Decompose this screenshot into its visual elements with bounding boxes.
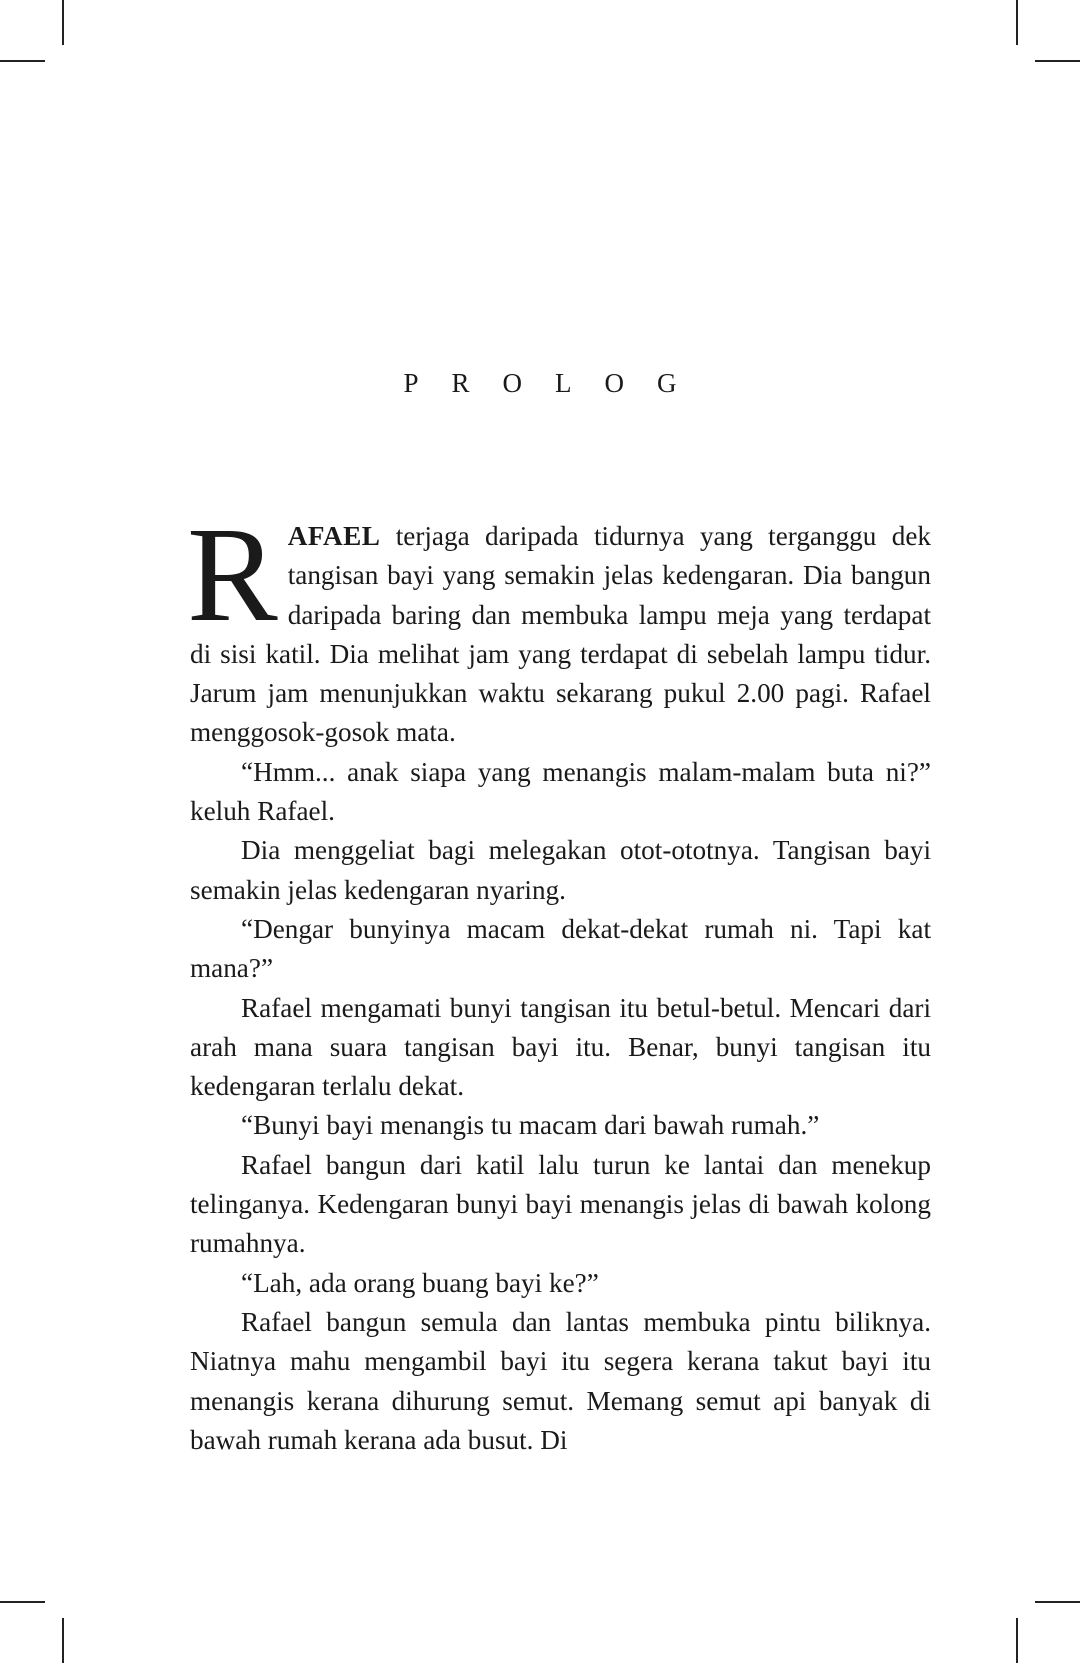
paragraph-opening bbox=[187, 500, 931, 753]
paragraph: “Dengar bunyinya macam dekat-dekat rumah ni. Tapi kat mana?” bbox=[190, 913, 931, 984]
paragraph: “Hmm... anak siapa yang menangis malam-malam buta ni?” keluh Rafael. bbox=[190, 756, 931, 827]
paragraph: “Lah, ada orang buang bayi ke?” bbox=[241, 1267, 599, 1298]
paragraph: Rafael mengamati bunyi tangisan itu betul-betul. Mencari dari arah mana suara tangisan bayi itu. Benar, bunyi tangisan itu kedengaran terlalu dekat. bbox=[190, 992, 931, 1102]
crop-mark-top-left-vertical bbox=[62, 0, 64, 45]
drop-cap: R bbox=[187, 500, 278, 650]
paragraph: Rafael bangun semula dan lantas membuka pintu biliknya. Niatnya mahu mengambil bayi itu segera kerana takut bayi itu menangis kerana dihurung semut. Memang semut api banyak di bawah rumah kerana ada busut. Di bbox=[190, 1306, 931, 1455]
crop-mark-bottom-right-horizontal bbox=[1035, 1601, 1080, 1603]
crop-mark-top-right-horizontal bbox=[1035, 60, 1080, 62]
paragraph: Rafael bangun dari katil lalu turun ke lantai dan menekup telinganya. Kedengaran bunyi bayi menangis jelas di bawah kolong rumahnya. bbox=[190, 1149, 931, 1259]
chapter-title: PROLOG bbox=[403, 368, 710, 398]
crop-mark-top-left-horizontal bbox=[0, 60, 45, 62]
lead-word: AFAEL bbox=[287, 521, 381, 551]
crop-mark-bottom-left-horizontal bbox=[0, 1601, 45, 1603]
story-body bbox=[187, 500, 931, 1460]
crop-mark-top-right-vertical bbox=[1016, 0, 1018, 45]
crop-mark-bottom-right-vertical bbox=[1016, 1618, 1018, 1663]
paragraph-text: terjaga daripada tidurnya yang terganggu dek tangisan bayi yang semakin jelas kedengaran. Dia bangun daripada baring dan membuka lampu meja yang terdapat di sisi katil. Dia melihat jam yang terdapat di sebelah lampu tidur. Jarum jam menunjukkan waktu sekarang pukul 2.00 pagi. Rafael menggosok-gosok mata. bbox=[190, 521, 931, 748]
paragraph: “Bunyi bayi menangis tu macam dari bawah rumah.” bbox=[241, 1110, 820, 1141]
crop-mark-bottom-left-vertical bbox=[62, 1618, 64, 1663]
paragraph: Dia menggeliat bagi melegakan otot-ototnya. Tangisan bayi semakin jelas kedengaran nyaring. bbox=[190, 835, 931, 905]
